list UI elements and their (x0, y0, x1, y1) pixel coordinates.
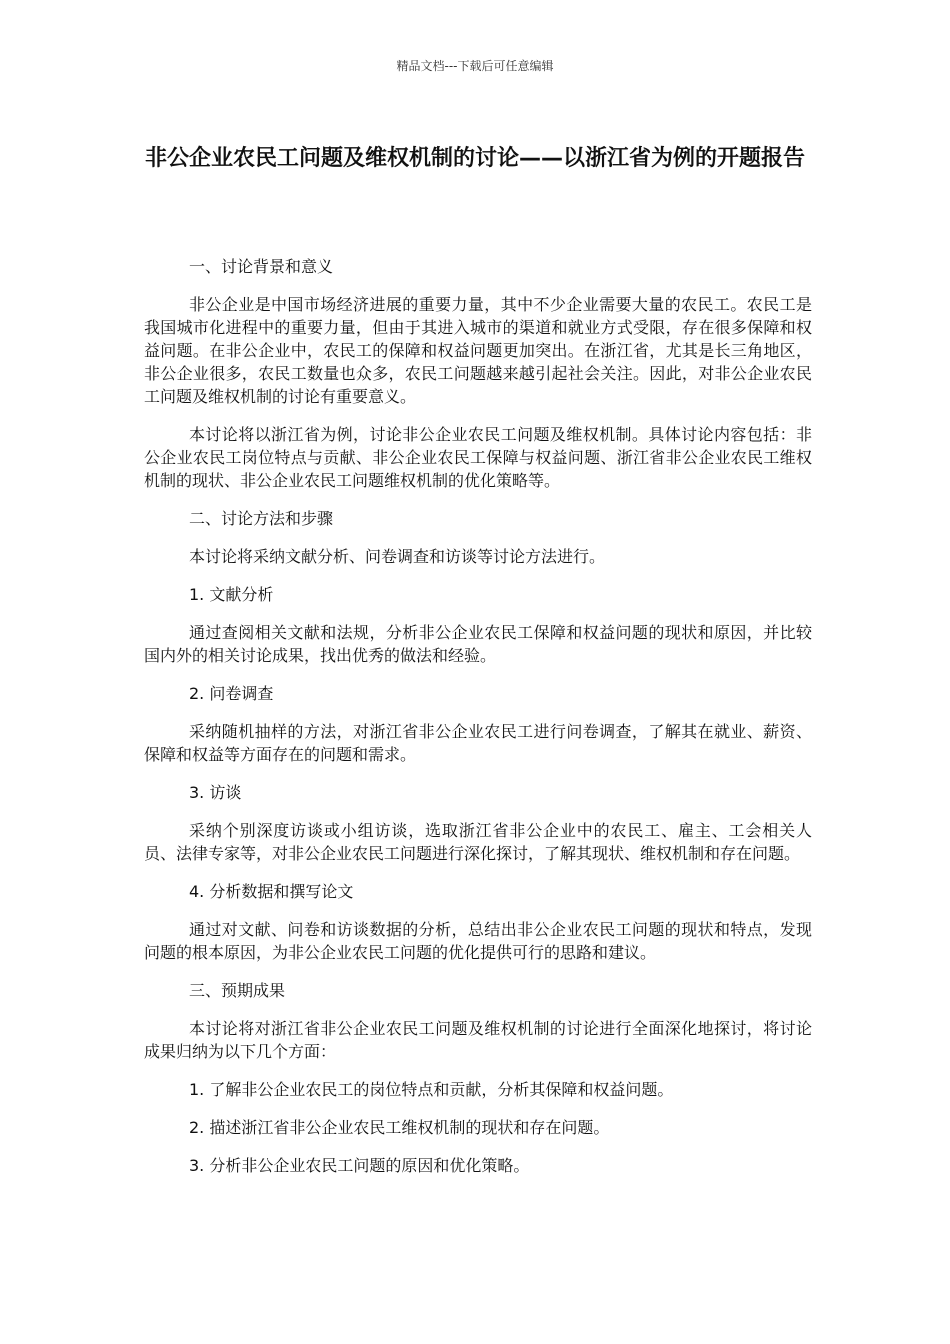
document-body (144, 255, 812, 1192)
document-title: 非公企业农民工问题及维权机制的讨论——以浙江省为例的开题报告 (144, 146, 805, 171)
list-item: 2. 描述浙江省非公企业农民工维权机制的现状和存在问题。 (189, 1118, 610, 1137)
paragraph: 非公企业是中国市场经济进展的重要力量，其中不少企业需要大量的农民工。农民工是我国城市化进程中的重要力量，但由于其进入城市的渠道和就业方式受限，存在很多保障和权益问题。在非公企业中，农民工的保障和权益问题更加突出。在浙江省，尤其是长三角地区，非公企业很多，农民工数量也众多，农民工问题越来越引起社会关注。因此，对非公企业农民工问题及维权机制的讨论有重要意义。 (144, 295, 812, 406)
subsection-heading: 1. 文献分析 (189, 585, 274, 604)
list-item: 1. 了解非公企业农民工的岗位特点和贡献，分析其保障和权益问题。 (189, 1080, 674, 1099)
section-heading: 一、讨论背景和意义 (189, 257, 334, 276)
page-header: 精品文档---下载后可任意编辑 (396, 59, 554, 73)
subsection-heading: 3. 访谈 (189, 783, 242, 802)
paragraph: 采纳随机抽样的方法，对浙江省非公企业农民工进行问卷调查，了解其在就业、薪资、保障和权益等方面存在的问题和需求。 (144, 722, 812, 764)
section-heading: 二、讨论方法和步骤 (189, 509, 334, 528)
list-item: 3. 分析非公企业农民工问题的原因和优化策略。 (189, 1156, 530, 1175)
paragraph: 通过查阅相关文献和法规，分析非公企业农民工保障和权益问题的现状和原因，并比较国内外的相关讨论成果，找出优秀的做法和经验。 (144, 623, 812, 665)
subsection-heading: 2. 问卷调查 (189, 684, 274, 703)
section-heading: 三、预期成果 (189, 981, 286, 1000)
paragraph: 通过对文献、问卷和访谈数据的分析，总结出非公企业农民工问题的现状和特点，发现问题的根本原因，为非公企业农民工问题的优化提供可行的思路和建议。 (144, 920, 812, 962)
paragraph: 本讨论将以浙江省为例，讨论非公企业农民工问题及维权机制。具体讨论内容包括：非公企业农民工岗位特点与贡献、非公企业农民工保障与权益问题、浙江省非公企业农民工维权机制的现状、非公企业农民工问题维权机制的优化策略等。 (144, 425, 812, 490)
paragraph: 本讨论将对浙江省非公企业农民工问题及维权机制的讨论进行全面深化地探讨，将讨论成果归纳为以下几个方面： (144, 1019, 812, 1061)
paragraph: 采纳个别深度访谈或小组访谈，选取浙江省非公企业中的农民工、雇主、工会相关人员、法律专家等，对非公企业农民工问题进行深化探讨，了解其现状、维权机制和存在问题。 (144, 821, 812, 863)
subsection-heading: 4. 分析数据和撰写论文 (189, 882, 354, 901)
paragraph: 本讨论将采纳文献分析、问卷调查和访谈等讨论方法进行。 (189, 547, 606, 566)
